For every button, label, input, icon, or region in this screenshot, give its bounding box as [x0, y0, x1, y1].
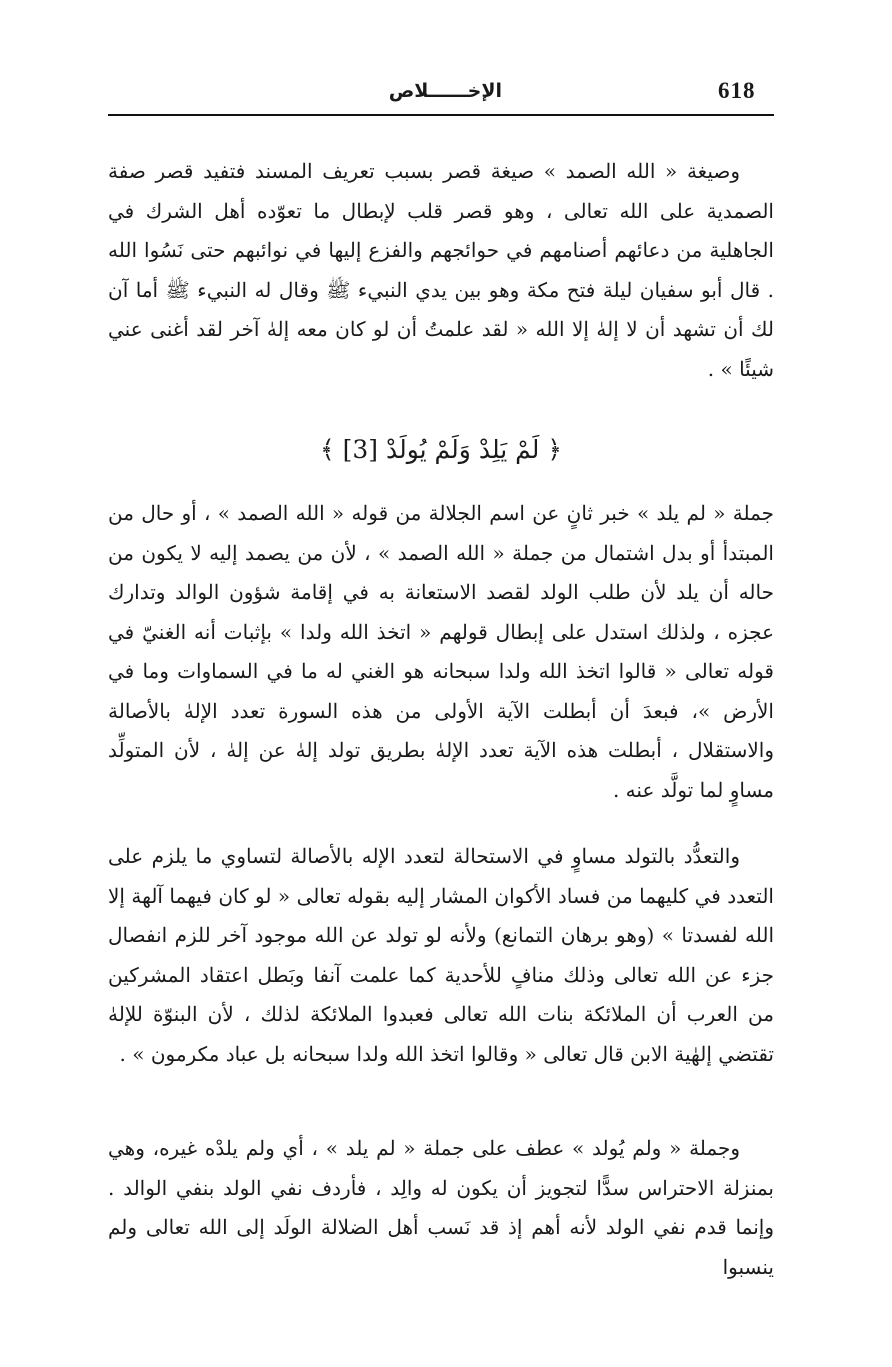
paragraph-lam-yulad: وجملة « ولم يُولد » عطف على جملة « لم يلد » ، أي ولم يلدْه غيره، وهي بمنزلة الاحتراس سدًّا لتجويز أن يكون له والِد ، فأردف نفي الولد بنفي الوالد . وإنما قدم نفي الولد لأنه أهم إذ قد نَسب أهل الضلالة الولَد إلى الله تعالى ولم ينسبوا [108, 1136, 774, 1279]
paragraph-intro: وصيغة « الله الصمد » صيغة قصر بسبب تعريف المسند فتفيد قصر صفة الصمدية على الله تعالى ، وهو قصر قلب لإبطال ما تعوّده أهل الشرك في الجاهلية من دعائهم أصنامهم في حوائجهم والفزع إليها في نوائبهم حتى نَسُوا الله . قال أبو سفيان ليلة فتح مكة وهو بين يدي النبيء ﷺ وقال له النبيء ﷺ أما آن لك أن تشهد أن لا إلهٰ إلا الله « لقد علمتُ أن لو كان معه إلهٰ آخر لقد أغنى عني شيئًا » . [108, 159, 774, 381]
verse-text: لَمْ يَلِدْ وَلَمْ يُولَدْ [385, 435, 540, 464]
paragraph-taaddud: والتعدُّد بالتولد مساوٍ في الاستحالة لتعدد الإله بالأصالة لتساوي ما يلزم على التعدد في كليهما من فساد الأكوان المشار إليه بقوله تعالى « لو كان فيهما آلهة إلا الله لفسدتا » (وهو برهان التمانع) ولأنه لو تولد عن الله موجود آخر للزم انفصال جزء عن الله تعالى وذلك منافٍ للأحدية كما علمت آنفا وبَطل اعتقاد المشركين من العرب أن الملائكة بنات الله تعالى فعبدوا الملائكة لذلك ، لأن البنوّة للإلهٰ تقتضي إلهٰية الابن قال تعالى « وقالوا اتخذ الله ولدا سبحانه بل عباد مكرمون » . [108, 844, 774, 1066]
page-number: 618 [718, 78, 756, 103]
verse-open-bracket: ﴿ [547, 435, 562, 464]
running-title: الإخــــــلاص [388, 80, 502, 102]
verse-heading [108, 428, 774, 472]
paragraph-lam-yalid: جملة « لم يلد » خبر ثانٍ عن اسم الجلالة من قوله « الله الصمد » ، أو حال من المبتدأ أو بدل اشتمال من جملة « الله الصمد » ، لأن من يصمد إليه لا يكون من حاله أن يلد لأن طلب الولد لقصد الاستعانة به في إقامة شؤون الوالد وتدارك عجزه ، ولذلك استدل على إبطال قولهم « اتخذ الله ولدا » بإثبات أنه الغنيّ في قوله تعالى « قالوا اتخذ الله ولدا سبحانه هو الغني له ما في السماوات وما في الأرض »، فبعدَ أن أبطلت الآية الأولى من هذه السورة تعدد الإلهٰ بالأصالة والاستقلال ، أبطلت هذه الآية تعدد الإلهٰ بطريق تولد إلهٰ عن إلهٰ ، لأن المتولِّد مساوٍ لما تولَّد عنه . [108, 501, 774, 802]
header-rule [108, 114, 774, 116]
verse-close-bracket: ﴾ [319, 435, 335, 464]
verse-number: [3] [342, 435, 379, 464]
